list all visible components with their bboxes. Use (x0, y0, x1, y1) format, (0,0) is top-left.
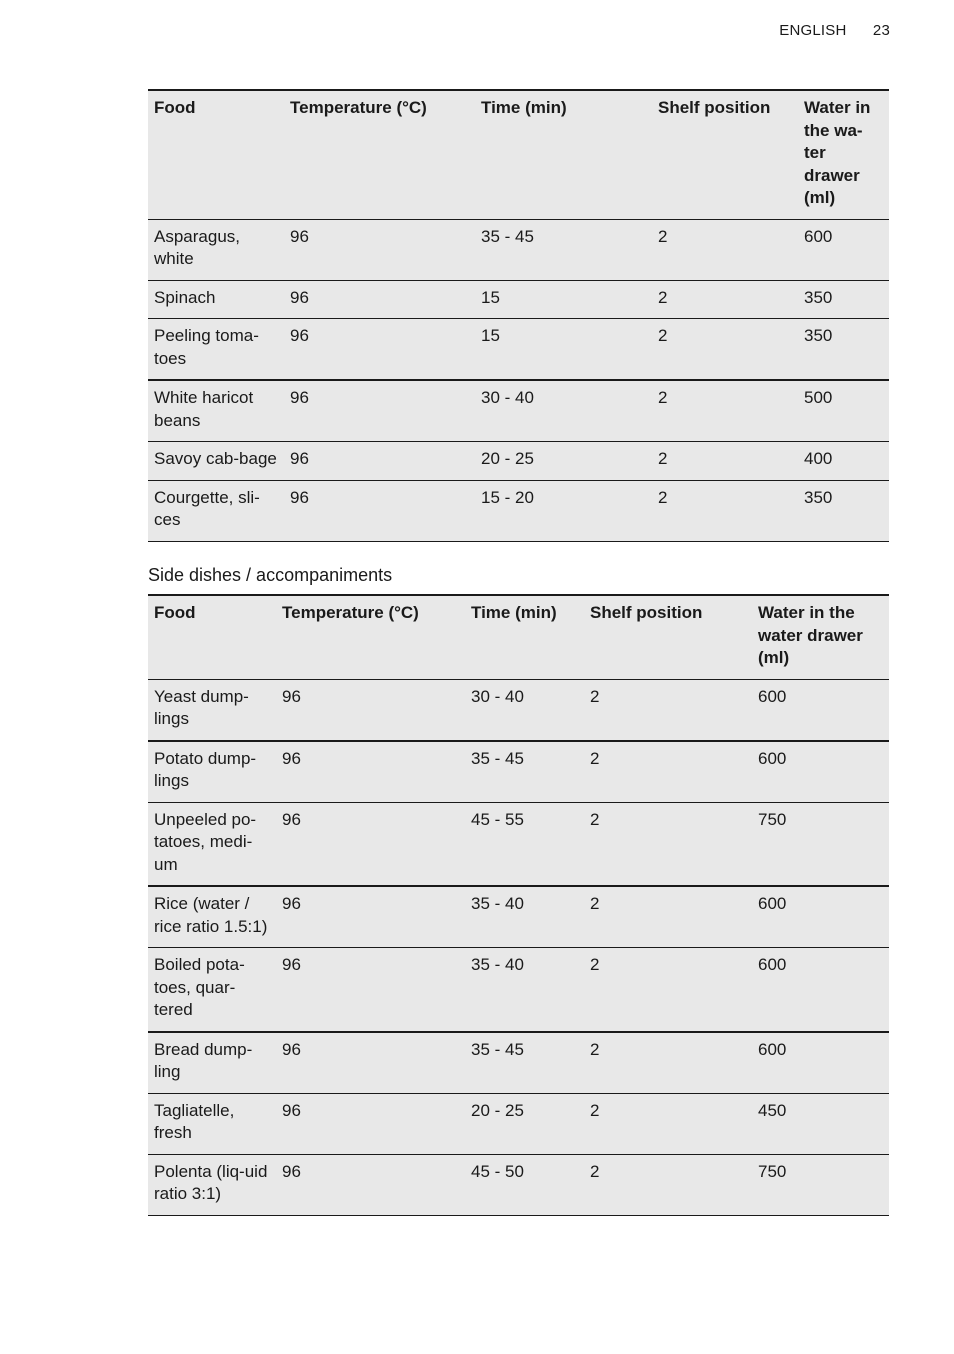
cell-water: 600 (752, 1032, 889, 1094)
cell-water: 500 (798, 380, 889, 442)
cell-shelf: 2 (584, 1154, 752, 1215)
cell-time: 20 - 25 (475, 442, 652, 481)
cell-time: 15 (475, 280, 652, 319)
column-header-time: Time (min) (475, 90, 652, 219)
cell-water: 750 (752, 802, 889, 886)
side-dishes-table (148, 594, 889, 1216)
table-row (148, 380, 889, 442)
column-header-temperature: Temperature (°C) (276, 595, 465, 679)
language-label: ENGLISH (779, 22, 847, 39)
table-header-row (148, 595, 889, 679)
cell-time: 35 - 45 (465, 1032, 584, 1094)
cell-food: Tagliatelle, fresh (148, 1093, 276, 1154)
cell-temperature: 96 (284, 442, 475, 481)
column-header-time: Time (min) (465, 595, 584, 679)
table-row (148, 741, 889, 803)
cell-food: White haricot beans (148, 380, 284, 442)
cell-food: Polenta (liq-uid ratio 3:1) (148, 1154, 276, 1215)
column-header-water: Water in the wa- ter drawer (ml) (798, 90, 889, 219)
cell-shelf: 2 (652, 219, 798, 280)
cell-water: 400 (798, 442, 889, 481)
cell-water: 350 (798, 480, 889, 541)
cell-shelf: 2 (584, 679, 752, 741)
cell-temperature: 96 (276, 802, 465, 886)
cell-time: 35 - 45 (475, 219, 652, 280)
cell-time: 35 - 40 (465, 948, 584, 1032)
cell-shelf: 2 (584, 802, 752, 886)
column-header-shelf-position: Shelf position (652, 90, 798, 219)
table-row (148, 319, 889, 381)
cell-time: 45 - 50 (465, 1154, 584, 1215)
table-row (148, 1032, 889, 1094)
cell-temperature: 96 (284, 280, 475, 319)
cell-temperature: 96 (276, 948, 465, 1032)
cell-water: 600 (752, 948, 889, 1032)
cell-shelf: 2 (652, 380, 798, 442)
cell-food: Courgette, sli-ces (148, 480, 284, 541)
table-row (148, 948, 889, 1032)
cell-temperature: 96 (276, 1093, 465, 1154)
steam-cooking-vegetables-table (148, 89, 889, 542)
cell-time: 35 - 45 (465, 741, 584, 803)
table-header-row (148, 90, 889, 219)
table-row (148, 219, 889, 280)
cell-food: Bread dump-ling (148, 1032, 276, 1094)
cell-shelf: 2 (584, 948, 752, 1032)
cell-water: 600 (752, 679, 889, 741)
cell-food: Asparagus, white (148, 219, 284, 280)
table-row (148, 886, 889, 948)
cell-temperature: 96 (284, 219, 475, 280)
cell-shelf: 2 (584, 1093, 752, 1154)
section-title: Side dishes / accompaniments (148, 565, 393, 585)
cell-shelf: 2 (652, 442, 798, 481)
cell-temperature: 96 (284, 480, 475, 541)
cell-food: Boiled pota-toes, quar-tered (148, 948, 276, 1032)
cell-shelf: 2 (652, 480, 798, 541)
cell-temperature: 96 (284, 319, 475, 381)
cell-temperature: 96 (276, 1032, 465, 1094)
page-number: 23 (872, 22, 890, 39)
cell-shelf: 2 (584, 1032, 752, 1094)
column-header-shelf-position: Shelf position (584, 595, 752, 679)
cell-food: Spinach (148, 280, 284, 319)
cell-shelf: 2 (584, 741, 752, 803)
cell-water: 350 (798, 319, 889, 381)
column-header-water: Water in the water drawer (ml) (752, 595, 889, 679)
cell-shelf: 2 (652, 319, 798, 381)
cell-food: Yeast dump-lings (148, 679, 276, 741)
page-header (779, 22, 890, 39)
cell-time: 15 (475, 319, 652, 381)
table-row (148, 1154, 889, 1215)
cell-food: Peeling toma-toes (148, 319, 284, 381)
cell-water: 350 (798, 280, 889, 319)
table-row (148, 679, 889, 741)
cell-water: 600 (752, 741, 889, 803)
table-row (148, 442, 889, 481)
cell-temperature: 96 (276, 1154, 465, 1215)
cell-time: 30 - 40 (465, 679, 584, 741)
cell-time: 15 - 20 (475, 480, 652, 541)
cell-food: Unpeeled po-tatoes, medi-um (148, 802, 276, 886)
cell-time: 45 - 55 (465, 802, 584, 886)
cell-time: 35 - 40 (465, 886, 584, 948)
cell-time: 20 - 25 (465, 1093, 584, 1154)
column-header-food: Food (148, 595, 276, 679)
cell-temperature: 96 (276, 679, 465, 741)
table-row (148, 1093, 889, 1154)
cell-temperature: 96 (276, 886, 465, 948)
cell-water: 450 (752, 1093, 889, 1154)
cell-food: Savoy cab-bage (148, 442, 284, 481)
cell-shelf: 2 (584, 886, 752, 948)
cell-water: 750 (752, 1154, 889, 1215)
cell-food: Rice (water / rice ratio 1.5:1) (148, 886, 276, 948)
cell-food: Potato dump-lings (148, 741, 276, 803)
column-header-temperature: Temperature (°C) (284, 90, 475, 219)
cell-temperature: 96 (276, 741, 465, 803)
table-row (148, 480, 889, 541)
table-row (148, 280, 889, 319)
cell-water: 600 (798, 219, 889, 280)
cell-time: 30 - 40 (475, 380, 652, 442)
cell-water: 600 (752, 886, 889, 948)
cell-temperature: 96 (284, 380, 475, 442)
table-row (148, 802, 889, 886)
cell-shelf: 2 (652, 280, 798, 319)
column-header-food: Food (148, 90, 284, 219)
